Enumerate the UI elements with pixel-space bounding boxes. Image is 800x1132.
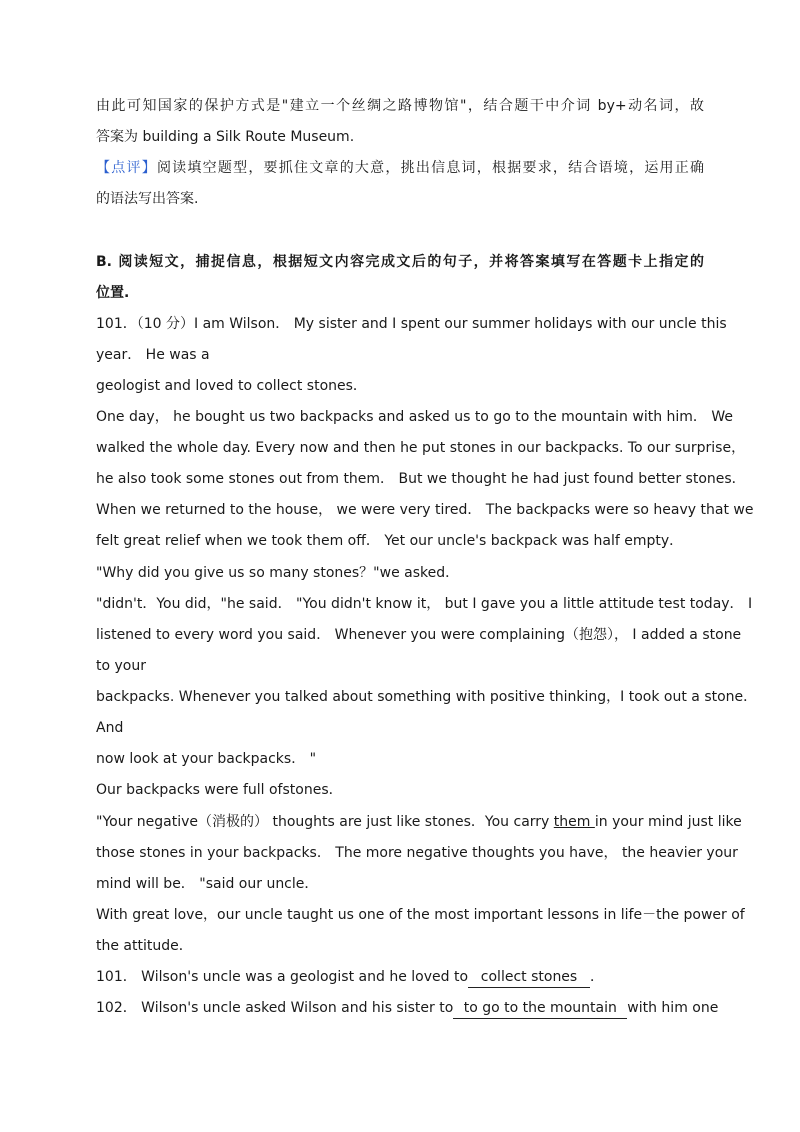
passage-line: And [96,720,124,736]
comment-tag: 【点评】 [96,160,157,176]
passage-line: backpacks. Whenever you talked about something with positive thinking，I took out a stone． [96,689,758,705]
comment-line [96,158,704,178]
comment-text: 阅读填空题型，要抓住文章的大意，挑出信息词，根据要求，结合语境，运用正确 [156,160,705,176]
passage-text: "Your negative（消极的） thoughts are just like stones．You carry [96,814,554,830]
question-101 [96,967,704,988]
passage-line: With great love，our uncle taught us one of the most important lessons in life－the power of [96,907,745,923]
passage-line: felt great relief when we took them off． Yet our uncle's backpack was half empty． [96,533,684,549]
passage-line: year． He was a [96,347,210,363]
passage-text: in your mind just like [594,814,742,830]
passage-line: walked the whole day. Every now and then he put stones in our backpacks. To our surprise， [96,440,746,456]
passage-line: mind will be． "said our uncle． [96,876,319,892]
question-102 [96,998,719,1019]
passage-line: "didn't．You did，"he said． "You didn't know it， but I gave you a little attitude test today． I [96,596,753,612]
passage-line: he also took some stones out from them． But we thought he had just found better stones． [96,471,746,487]
answer-blank: collect stones [468,967,590,988]
passage-line: "Why did you give us so many stones？"we asked． [96,565,460,581]
text-line: 的语法写出答案. [96,191,199,207]
passage-line: now look at your backpacks． " [96,751,317,767]
passage-line: When we returned to the house， we were very tired． The backpacks were so heavy that we [96,502,754,518]
passage-line: One day， he bought us two backpacks and asked us to go to the mountain with him． We [96,409,734,425]
section-heading: B. 阅读短文，捕捉信息，根据短文内容完成文后的句子，并将答案填写在答题卡上指定的 [96,254,704,270]
underlined-word: them [553,814,595,830]
question-text: 101． Wilson's uncle was a geologist and he loved to [96,969,469,985]
passage-line: to your [96,658,146,674]
passage-line: those stones in your backpacks． The more negative thoughts you have， the heavier your [96,845,738,861]
passage-line: Our backpacks were full ofstones． [96,782,343,798]
passage-line: geologist and loved to collect stones． [96,378,367,394]
question-text: with him one [627,1000,719,1016]
question-text: ． [590,969,605,985]
passage-line: 101．（10 分）I am Wilson． My sister and I spent our summer holidays with our uncle this [96,316,727,332]
passage-line [96,812,742,832]
question-text: 102． Wilson's uncle asked Wilson and his sister to [96,1000,454,1016]
text-line: 答案为 building a Silk Route Museum. [96,129,355,145]
answer-blank: to go to the mountain [453,998,627,1019]
text-line: 由此可知国家的保护方式是"建立一个丝绸之路博物馆"，结合题干中介词 by+动名词，故 [96,98,704,114]
passage-line: the attitude． [96,938,193,954]
passage-line: listened to every word you said． Whenever you were complaining（抱怨）， I added a stone [96,627,742,643]
section-heading-cont: 位置. [96,285,130,301]
